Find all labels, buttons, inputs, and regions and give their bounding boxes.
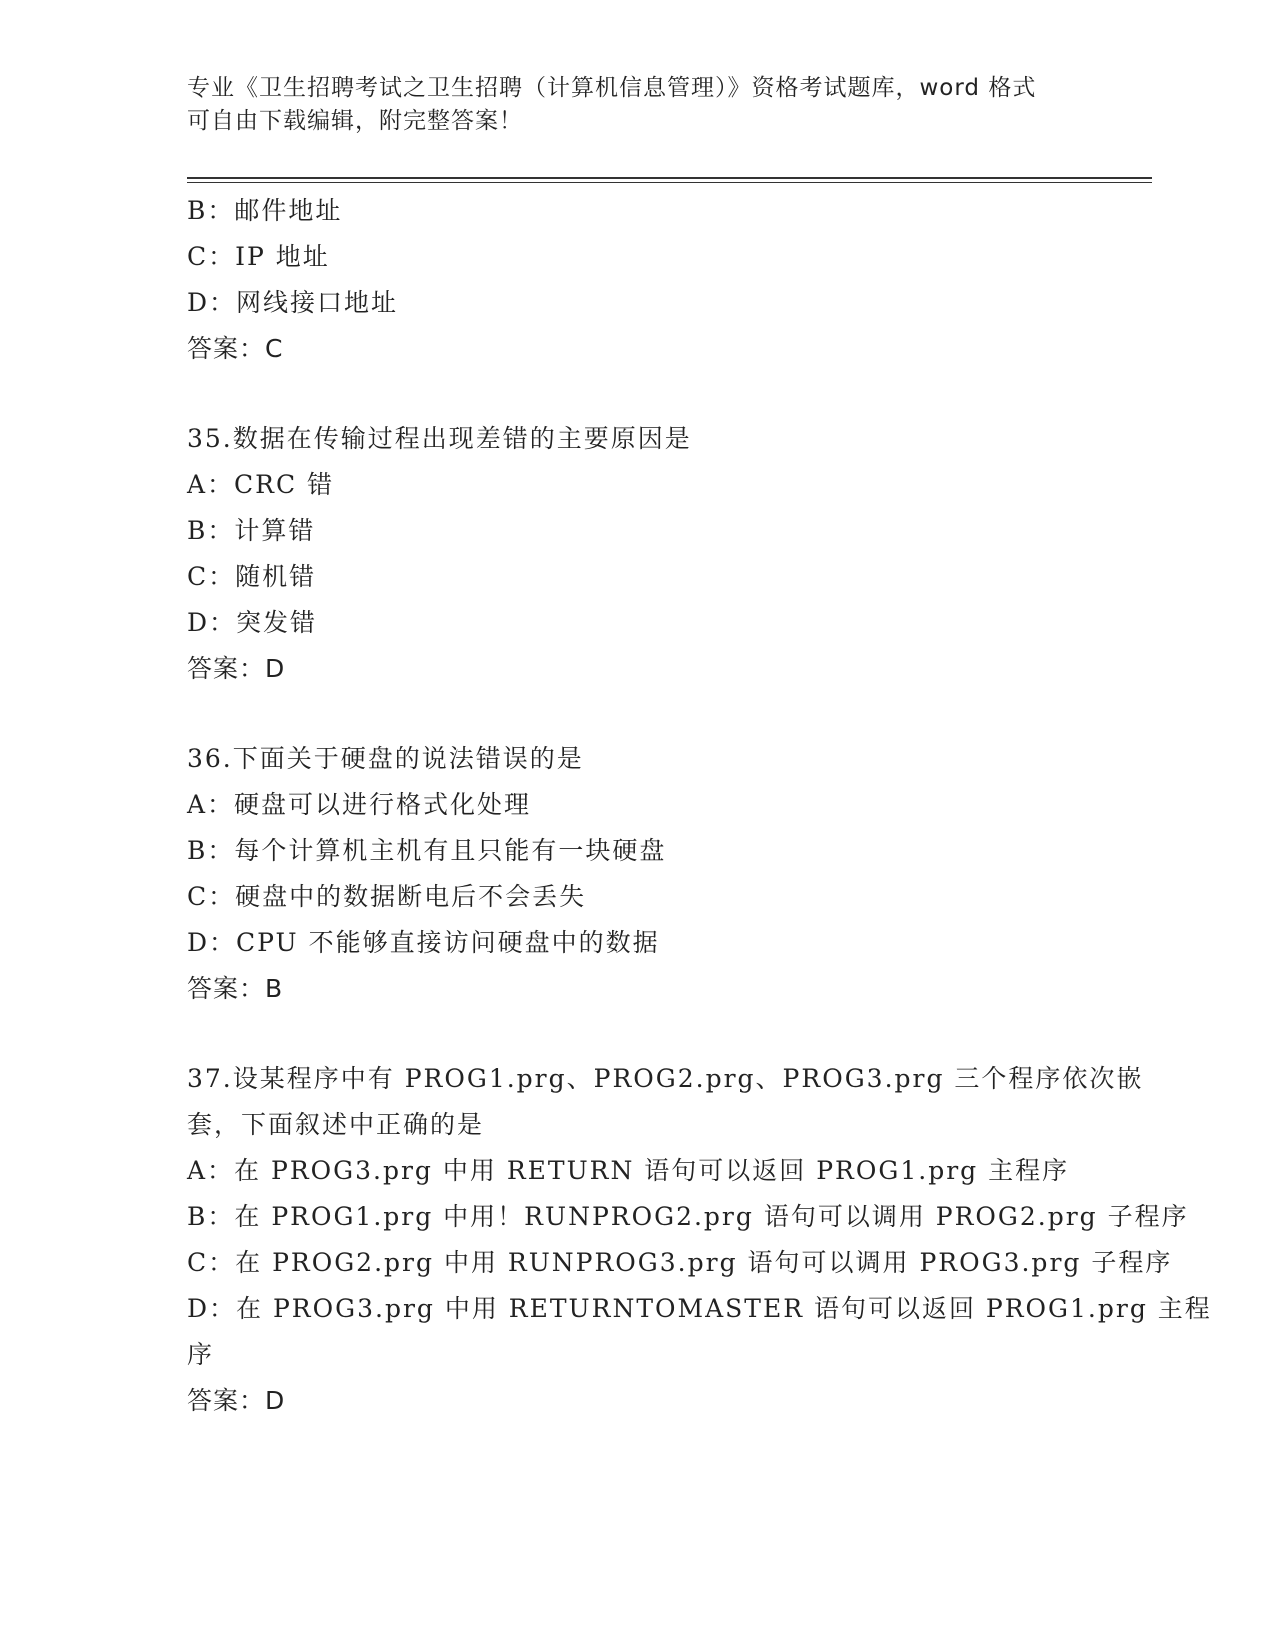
question-stem: 36.下面关于硬盘的说法错误的是 bbox=[187, 744, 584, 773]
option-d-line-2: 序 bbox=[187, 1340, 215, 1369]
question-stem-line-2: 套，下面叙述中正确的是 bbox=[187, 1110, 485, 1139]
question-list bbox=[187, 188, 1212, 1424]
option-d-line-1: D：在 PROG3.prg 中用 RETURNTOMASTER 语句可以返回 PROG1.prg 主程 bbox=[187, 1294, 1212, 1323]
option-b: B：在 PROG1.prg 中用！RUNPROG2.prg 语句可以调用 PROG2.prg 子程序 bbox=[187, 1202, 1189, 1231]
question-stem-line-1: 37.设某程序中有 PROG1.prg、PROG2.prg、PROG3.prg 三个程序依次嵌 bbox=[187, 1064, 1144, 1093]
question-36 bbox=[187, 736, 1087, 1012]
question-35 bbox=[187, 416, 1087, 692]
option-c: C：在 PROG2.prg 中用 RUNPROG3.prg 语句可以调用 PROG3.prg 子程序 bbox=[187, 1248, 1173, 1277]
answer-label: 答案：B bbox=[187, 974, 284, 1003]
option-c: C：IP 地址 bbox=[187, 242, 330, 271]
option-a: A：在 PROG3.prg 中用 RETURN 语句可以返回 PROG1.prg 主程序 bbox=[187, 1156, 1070, 1185]
question-34-remainder bbox=[187, 188, 1087, 372]
header-divider bbox=[187, 177, 1152, 183]
spacer bbox=[187, 372, 1087, 416]
question-stem: 35.数据在传输过程出现差错的主要原因是 bbox=[187, 424, 692, 453]
header-line-2: 可自由下载编辑，附完整答案！ bbox=[187, 108, 523, 134]
document-header bbox=[187, 72, 1067, 138]
option-b: B：邮件地址 bbox=[187, 196, 343, 225]
option-d: D：突发错 bbox=[187, 608, 318, 637]
spacer bbox=[187, 692, 1087, 736]
question-37 bbox=[187, 1056, 1212, 1424]
header-line-1: 专业《卫生招聘考试之卫生招聘（计算机信息管理）》资格考试题库，word 格式 bbox=[187, 75, 1037, 101]
option-a: A：硬盘可以进行格式化处理 bbox=[187, 790, 532, 819]
option-b: B：每个计算机主机有且只能有一块硬盘 bbox=[187, 836, 667, 865]
answer-label: 答案：D bbox=[187, 654, 286, 683]
option-d: D：CPU 不能够直接访问硬盘中的数据 bbox=[187, 928, 660, 957]
option-a: A：CRC 错 bbox=[187, 470, 335, 499]
spacer bbox=[187, 1012, 1087, 1056]
answer-label: 答案：D bbox=[187, 1386, 286, 1415]
option-c: C：硬盘中的数据断电后不会丢失 bbox=[187, 882, 587, 911]
option-b: B：计算错 bbox=[187, 516, 316, 545]
option-c: C：随机错 bbox=[187, 562, 317, 591]
option-d: D：网线接口地址 bbox=[187, 288, 399, 317]
answer-label: 答案：C bbox=[187, 334, 284, 363]
